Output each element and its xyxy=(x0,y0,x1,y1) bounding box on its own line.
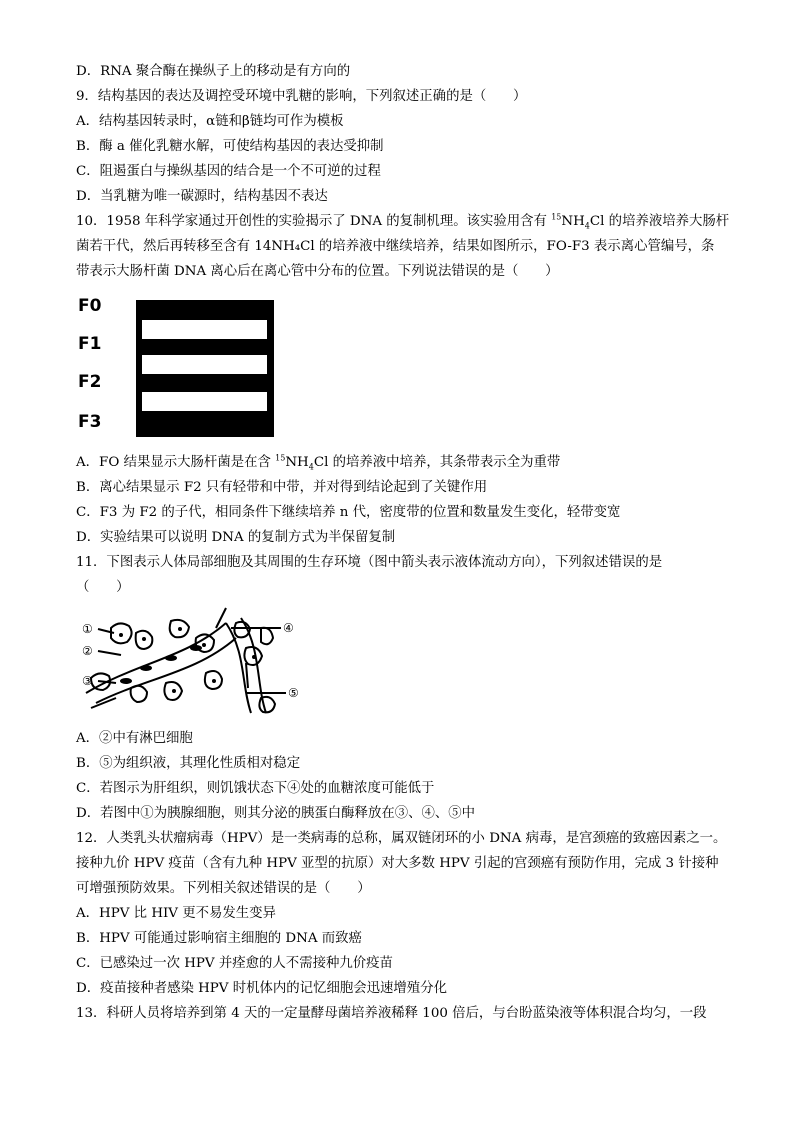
marker-4: ④ xyxy=(283,621,294,635)
arrow xyxy=(246,663,248,688)
question-12-stem-line2: 接种九价 HPV 疫苗（含有九种 HPV 亚型的抗原）对大多数 HPV 引起的宫颈癌有预防作用，完成 3 针接种 xyxy=(76,856,719,871)
marker-3: ③ xyxy=(82,674,93,688)
label-f3: F3 xyxy=(78,412,102,432)
red-blood-cell xyxy=(140,665,152,671)
light-band-3 xyxy=(142,392,267,411)
q12-option-c: C．已感染过一次 HPV 并痊愈的人不需接种九价疫苗 xyxy=(76,956,393,971)
red-blood-cell xyxy=(190,645,202,651)
q11-option-a: A．②中有淋巴细胞 xyxy=(76,731,193,746)
label-f1: F1 xyxy=(78,334,102,354)
nucleus xyxy=(252,655,256,659)
marker-5: ⑤ xyxy=(288,686,299,700)
red-blood-cell xyxy=(120,678,132,684)
question-11-stem-line2: （ ） xyxy=(76,580,130,595)
option-d-q8: D．RNA 聚合酶在操纵子上的移动是有方向的 xyxy=(76,64,351,79)
question-10-stem-line2: 菌若干代，然后再转移至含有 14NH₄Cl 的培养液中继续培养，结果如图所示，FO-F3 表示离心管编号，条 xyxy=(76,239,715,254)
leader-3 xyxy=(98,681,116,683)
label-f2: F2 xyxy=(78,372,102,392)
q12-option-a: A．HPV 比 HIV 更不易发生变异 xyxy=(76,906,276,921)
nucleus xyxy=(172,689,176,693)
q10-option-d: D．实验结果可以说明 DNA 的复制方式为半保留复制 xyxy=(76,530,396,545)
centrifuge-band-figure xyxy=(78,294,283,442)
light-band-1 xyxy=(142,320,267,339)
light-band-2 xyxy=(142,355,267,374)
question-13-stem: 13．科研人员将培养到第 4 天的一定量酵母菌培养液稀释 100 倍后，与台盼蓝染液等体积混合均匀，一段 xyxy=(76,1006,707,1021)
nucleus xyxy=(178,627,182,631)
q9-option-b: B．酶 a 催化乳糖水解，可使结构基因的表达受抑制 xyxy=(76,139,384,154)
label-f0: F0 xyxy=(78,296,102,316)
q11-option-b: B．⑤为组织液，其理化性质相对稳定 xyxy=(76,756,301,771)
q9-option-c: C．阻遏蛋白与操纵基因的结合是一个不可逆的过程 xyxy=(76,164,381,179)
q11-option-d: D．若图中①为胰腺细胞，则其分泌的胰蛋白酶释放在③、④、⑤中 xyxy=(76,806,476,821)
q12-option-b: B．HPV 可能通过影响宿主细胞的 DNA 而致癌 xyxy=(76,931,362,946)
q9-option-a: A．结构基因转录时，α链和β链均可作为模板 xyxy=(76,114,344,129)
q10-option-b: B．离心结果显示 F2 只有轻带和中带，并对得到结论起到了关键作用 xyxy=(76,480,488,495)
question-12-stem-line3: 可增强预防效果。下列相关叙述错误的是（ ） xyxy=(76,881,371,896)
question-12-stem-line1: 12．人类乳头状瘤病毒（HPV）是一类病毒的总称，属双链闭环的小 DNA 病毒，是宫颈癌的致癌因素之一。 xyxy=(76,831,727,846)
q10-option-a: A．FO 结果显示大肠杆菌是在含 $^{15}NH_4Cl$ 的培养液中培养，其条带表示全为重带 xyxy=(76,453,561,472)
marker-1: ① xyxy=(82,622,93,636)
nucleus xyxy=(202,643,206,647)
marker-2: ② xyxy=(82,644,93,658)
red-blood-cell xyxy=(165,655,177,661)
question-9-stem: 9．结构基因的表达及调控受环境中乳糖的影响，下列叙述正确的是（ ） xyxy=(76,89,527,104)
nucleus xyxy=(119,633,123,637)
q10-option-c: C．F3 为 F2 的子代，相同条件下继续培养 n 代，密度带的位置和数量发生变化，轻带变宽 xyxy=(76,505,621,520)
q9-option-d: D．当乳糖为唯一碳源时，结构基因不表达 xyxy=(76,189,328,204)
question-11-stem: 11．下图表示人体局部细胞及其周围的生存环境（图中箭头表示液体流动方向），下列叙述错误的是 xyxy=(76,555,663,570)
question-10-stem-line3: 带表示大肠杆菌 DNA 离心后在离心管中分布的位置。下列说法错误的是（ ） xyxy=(76,264,559,279)
q11-option-c: C．若图示为肝组织，则饥饿状态下④处的血糖浓度可能低于 xyxy=(76,781,435,796)
question-10-stem-line1: 10．1958 年科学家通过开创性的实验揭示了 DNA 的复制机理。该实验用含有 $^{15}NH_4Cl$ 的培养液培养大肠杆 xyxy=(76,212,730,231)
cell xyxy=(261,628,273,645)
nucleus xyxy=(212,679,216,683)
q12-option-d: D．疫苗接种者感染 HPV 时机体内的记忆细胞会迅速增殖分化 xyxy=(76,981,447,996)
leader-2 xyxy=(98,651,121,655)
tissue-fluid-diagram xyxy=(76,603,306,723)
nucleus xyxy=(142,637,146,641)
centrifuge-tube xyxy=(136,300,274,437)
